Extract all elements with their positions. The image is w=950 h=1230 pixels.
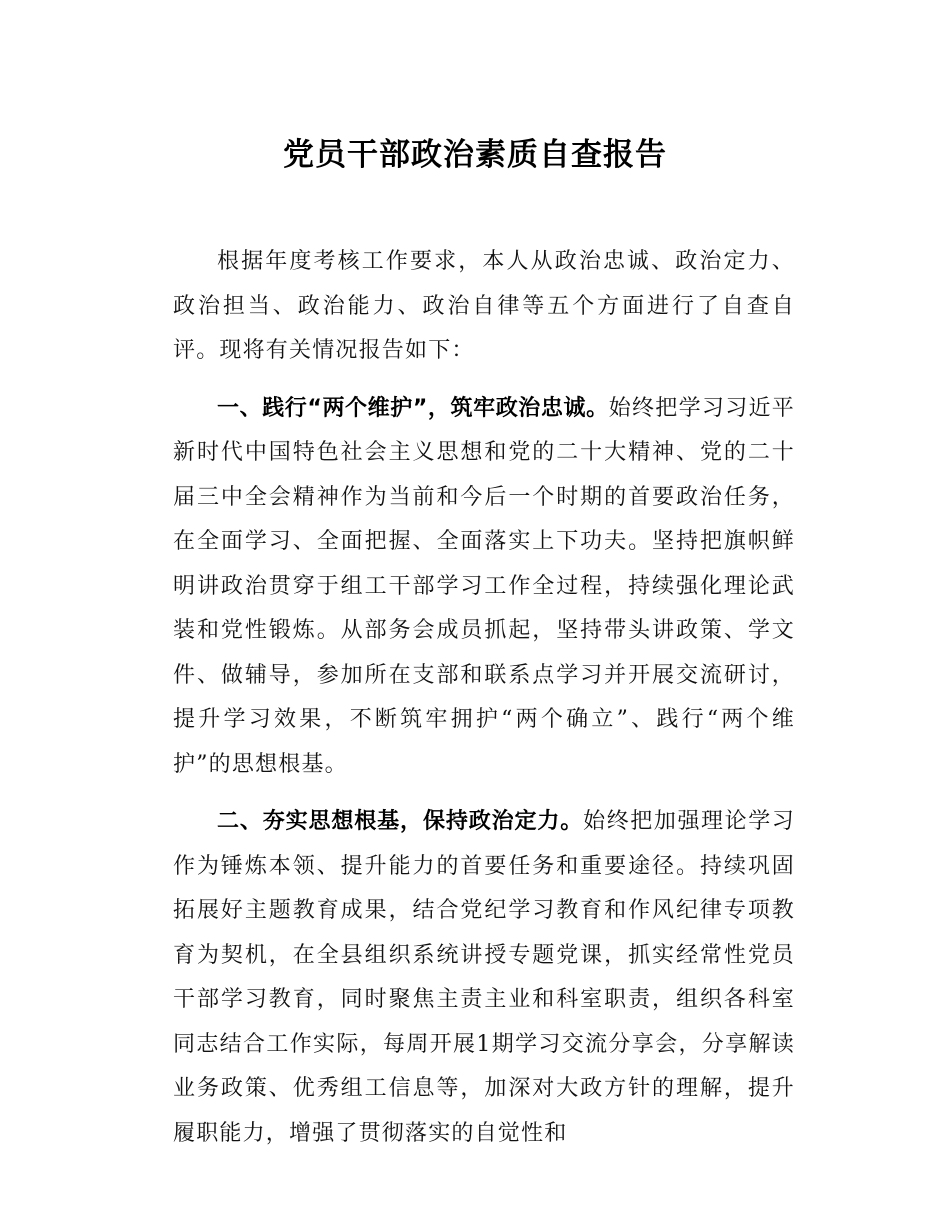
- paragraph-text: 始终把加强理论学习作为锤炼本领、提升能力的首要任务和重要途径。持续巩固拓展好主题教育成果，结合党纪学习教育和作风纪律专项教育为契机，在全县组织系统讲授专题党课，抓实经常性党员干部学习教育，同时聚焦主责主业和科室职责，组织各科室同志结合工作实际，每周开展1期学习交流分享会，分享解读业务政策、优秀组工信息等，加深对大政方针的理解，提升履职能力，增强了贯彻落实的自觉性和: [173, 809, 795, 1146]
- document-body: [173, 240, 795, 1169]
- document-title: 党员干部政治素质自查报告: [283, 136, 667, 173]
- paragraph-text: 根据年度考核工作要求，本人从政治忠诚、政治定力、政治担当、政治能力、政治自律等五个方面进行了自查自评。现将有关情况报告如下：: [173, 249, 795, 363]
- paragraph-section-1: [173, 387, 795, 788]
- section-heading: 一、践行“两个维护”，筑牢政治忠诚。: [217, 395, 609, 421]
- paragraph-text: 始终把学习习近平新时代中国特色社会主义思想和党的二十大精神、党的二十届三中全会精神作为当前和今后一个时期的首要政治任务，在全面学习、全面把握、全面落实上下功夫。坚持把旗帜鲜明讲政治贯穿于组工干部学习工作全过程，持续强化理论武装和党性锻炼。从部务会成员抓起，坚持带头讲政策、学文件、做辅导，参加所在支部和联系点学习并开展交流研讨，提升学习效果，不断筑牢拥护“两个确立”、践行“两个维护”的思想根基。: [173, 395, 795, 777]
- section-heading: 二、夯实思想根基，保持政治定力。: [217, 809, 584, 834]
- paragraph-intro: [173, 240, 795, 374]
- paragraph-section-2: [173, 800, 795, 1156]
